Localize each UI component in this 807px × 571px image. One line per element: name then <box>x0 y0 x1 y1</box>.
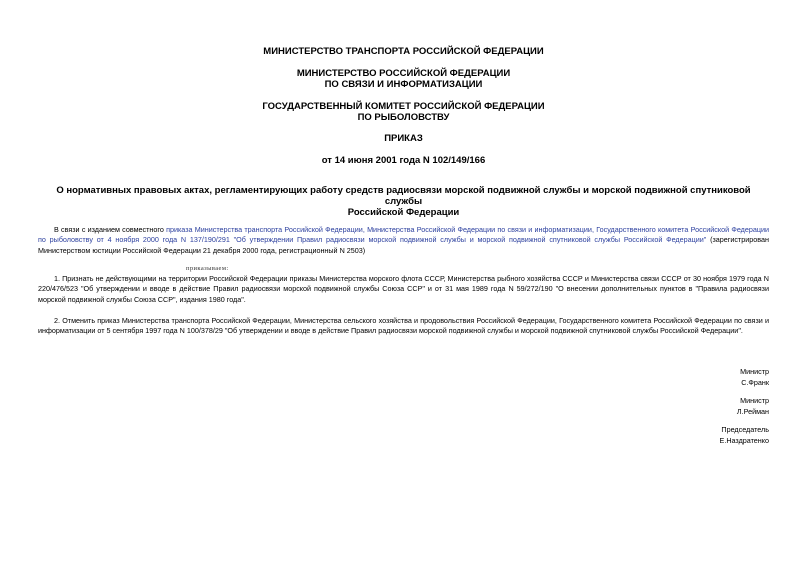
signature-name-1: С.Франк <box>741 377 769 387</box>
ministry-communications-line2: ПО СВЯЗИ И ИНФОРМАТИЗАЦИИ <box>324 79 483 90</box>
subject-line1: О нормативных правовых актах, регламентирующих работу средств радиосвязи морской подвижной службы и морской подвижной спутниковой службы <box>56 185 751 207</box>
document-type-text: ПРИКАЗ <box>384 133 423 144</box>
intro-prefix: В связи с изданием совместного <box>54 225 167 234</box>
date-number-heading <box>38 155 769 166</box>
signature-2 <box>569 396 769 417</box>
date-number-text: от 14 июня 2001 года N 102/149/166 <box>321 155 486 166</box>
signature-title-1: Министр <box>740 367 769 376</box>
ministry-transport-text: МИНИСТЕРСТВО ТРАНСПОРТА РОССИЙСКОЙ ФЕДЕРАЦИИ <box>263 46 544 57</box>
ministry-communications-line1: МИНИСТЕРСТВО РОССИЙСКОЙ ФЕДЕРАЦИИ <box>296 68 511 79</box>
ministry-transport-heading <box>38 46 769 57</box>
committee-line2: ПО РЫБОЛОВСТВУ <box>357 112 450 123</box>
signatures-block <box>569 367 769 455</box>
signature-title-3: Председатель <box>721 425 769 435</box>
item-text-2: 2. Отменить приказ Министерства транспорта Российской Федерации, Министерства сельского хозяйства и продовольствия Российской Федерации, Государственного комитета Российской Федерации по связи и информатизации от 5 сентября 1997 года N 100/378/29 "Об утверждении и вводе в действие Правил радиосвязи морской подвижной службы и морской подвижной спутниковой службы Российской Федерации". <box>38 316 769 336</box>
signature-name-3: Е.Наздратенко <box>719 435 769 445</box>
item-paragraph-1 <box>38 274 769 305</box>
committee-heading <box>38 101 769 123</box>
ministry-communications-heading <box>38 68 769 90</box>
committee-line1: ГОСУДАРСТВЕННЫЙ КОМИТЕТ РОССИЙСКОЙ ФЕДЕРАЦИИ <box>262 101 545 112</box>
intro-paragraph <box>38 225 769 256</box>
signature-name-2: Л.Рейман <box>736 406 769 416</box>
decree-word: приказываем: <box>186 265 229 272</box>
item-text-1: 1. Признать не действующими на территории Российской Федерации приказы Министерства морского флота СССР, Министерства рыбного хозяйства СССР и Министерства связи СССР от 30 ноября 1979 года N 220/476/523 "Об утверждении и вводе в действие Правил радиосвязи морской подвижной службы Союза ССР" и от 31 мая 1989 года N 59/272/190 "О внесении дополнительных пунктов в "Правила радиосвязи морской подвижной службы Союза ССР", издания 1980 года". <box>38 274 769 304</box>
signature-title-2: Министр <box>740 396 769 406</box>
document-type-heading <box>38 133 769 144</box>
subject-line2: Российской Федерации <box>347 207 460 218</box>
intro-suffix: (зарегистрирован Министерством юстиции Российской Федерации 21 декабря 2000 года, регистрационный N 2503) <box>38 235 769 255</box>
signature-1 <box>569 367 769 388</box>
subject-heading <box>38 185 769 218</box>
item-paragraph-2 <box>38 316 769 337</box>
referenced-order-link[interactable]: приказа Министерства транспорта Российской Федерации, Министерства Российской Федерации по связи и информатизации, Государственного комитета Российской Федерации по рыболовству от 4 ноября 2000 года N 137/190/291 "Об утверждении Правил радиосвязи морской подвижной службы и морской подвижной спутниковой службы Российской Федерации" <box>38 225 769 245</box>
signature-3 <box>569 425 769 446</box>
